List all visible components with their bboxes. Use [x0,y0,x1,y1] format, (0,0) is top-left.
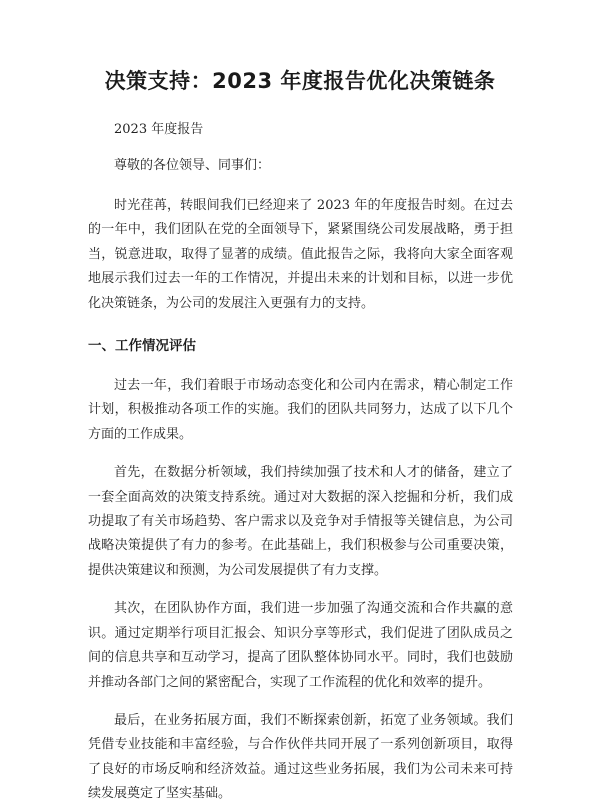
section-paragraph: 最后，在业务拓展方面，我们不断探索创新，拓宽了业务领域。我们凭借专业技能和丰富经验，与合作伙伴共同开展了一系列创新项目，取得了良好的市场反响和经济效益。通过这些业务拓展，我们为公司未来可持续发展奠定了坚实基础。 [88,712,513,802]
section-heading: 一、工作情况评估 [88,338,196,355]
document-title: 决策支持：2023 年度报告优化决策链条 [104,69,496,93]
document-body [88,120,513,807]
section-paragraph: 其次，在团队协作方面，我们进一步加强了沟通交流和合作共赢的意识。通过定期举行项目汇报会、知识分享等形式，我们促进了团队成员之间的信息共享和互动学习，提高了团队整体协同水平。同时，我们也鼓励并推动各部门之间的紧密配合，实现了工作流程的优化和效率的提升。 [88,601,513,690]
intro-paragraph: 时光荏苒，转眼间我们已经迎来了 2023 年的年度报告时刻。在过去的一年中，我们团队在党的全面领导下，紧紧围绕公司发展战略，勇于担当，锐意进取，取得了显著的成绩。值此报告之际，我将向大家全面客观地展示我们过去一年的工作情况，并提出未来的计划和目标，以进一步优化决策链条，为公司的发展注入更强有力的支持。 [88,198,513,311]
report-subtitle: 2023 年度报告 [114,122,204,137]
section-paragraph: 过去一年，我们着眼于市场动态变化和公司内在需求，精心制定工作计划，积极推动各项工作的实施。我们的团队共同努力，达成了以下几个方面的工作成果。 [88,378,513,442]
greeting: 尊敬的各位领导、同事们： [114,158,271,173]
section-paragraph: 首先，在数据分析领域，我们持续加强了技术和人才的储备，建立了一套全面高效的决策支持系统。通过对大数据的深入挖掘和分析，我们成功提取了有关市场趋势、客户需求以及竞争对手情报等关键信息，为公司战略决策提供了有力的参考。在此基础上，我们积极参与公司重要决策，提供决策建议和预测，为公司发展提供了有力支撑。 [88,465,513,578]
